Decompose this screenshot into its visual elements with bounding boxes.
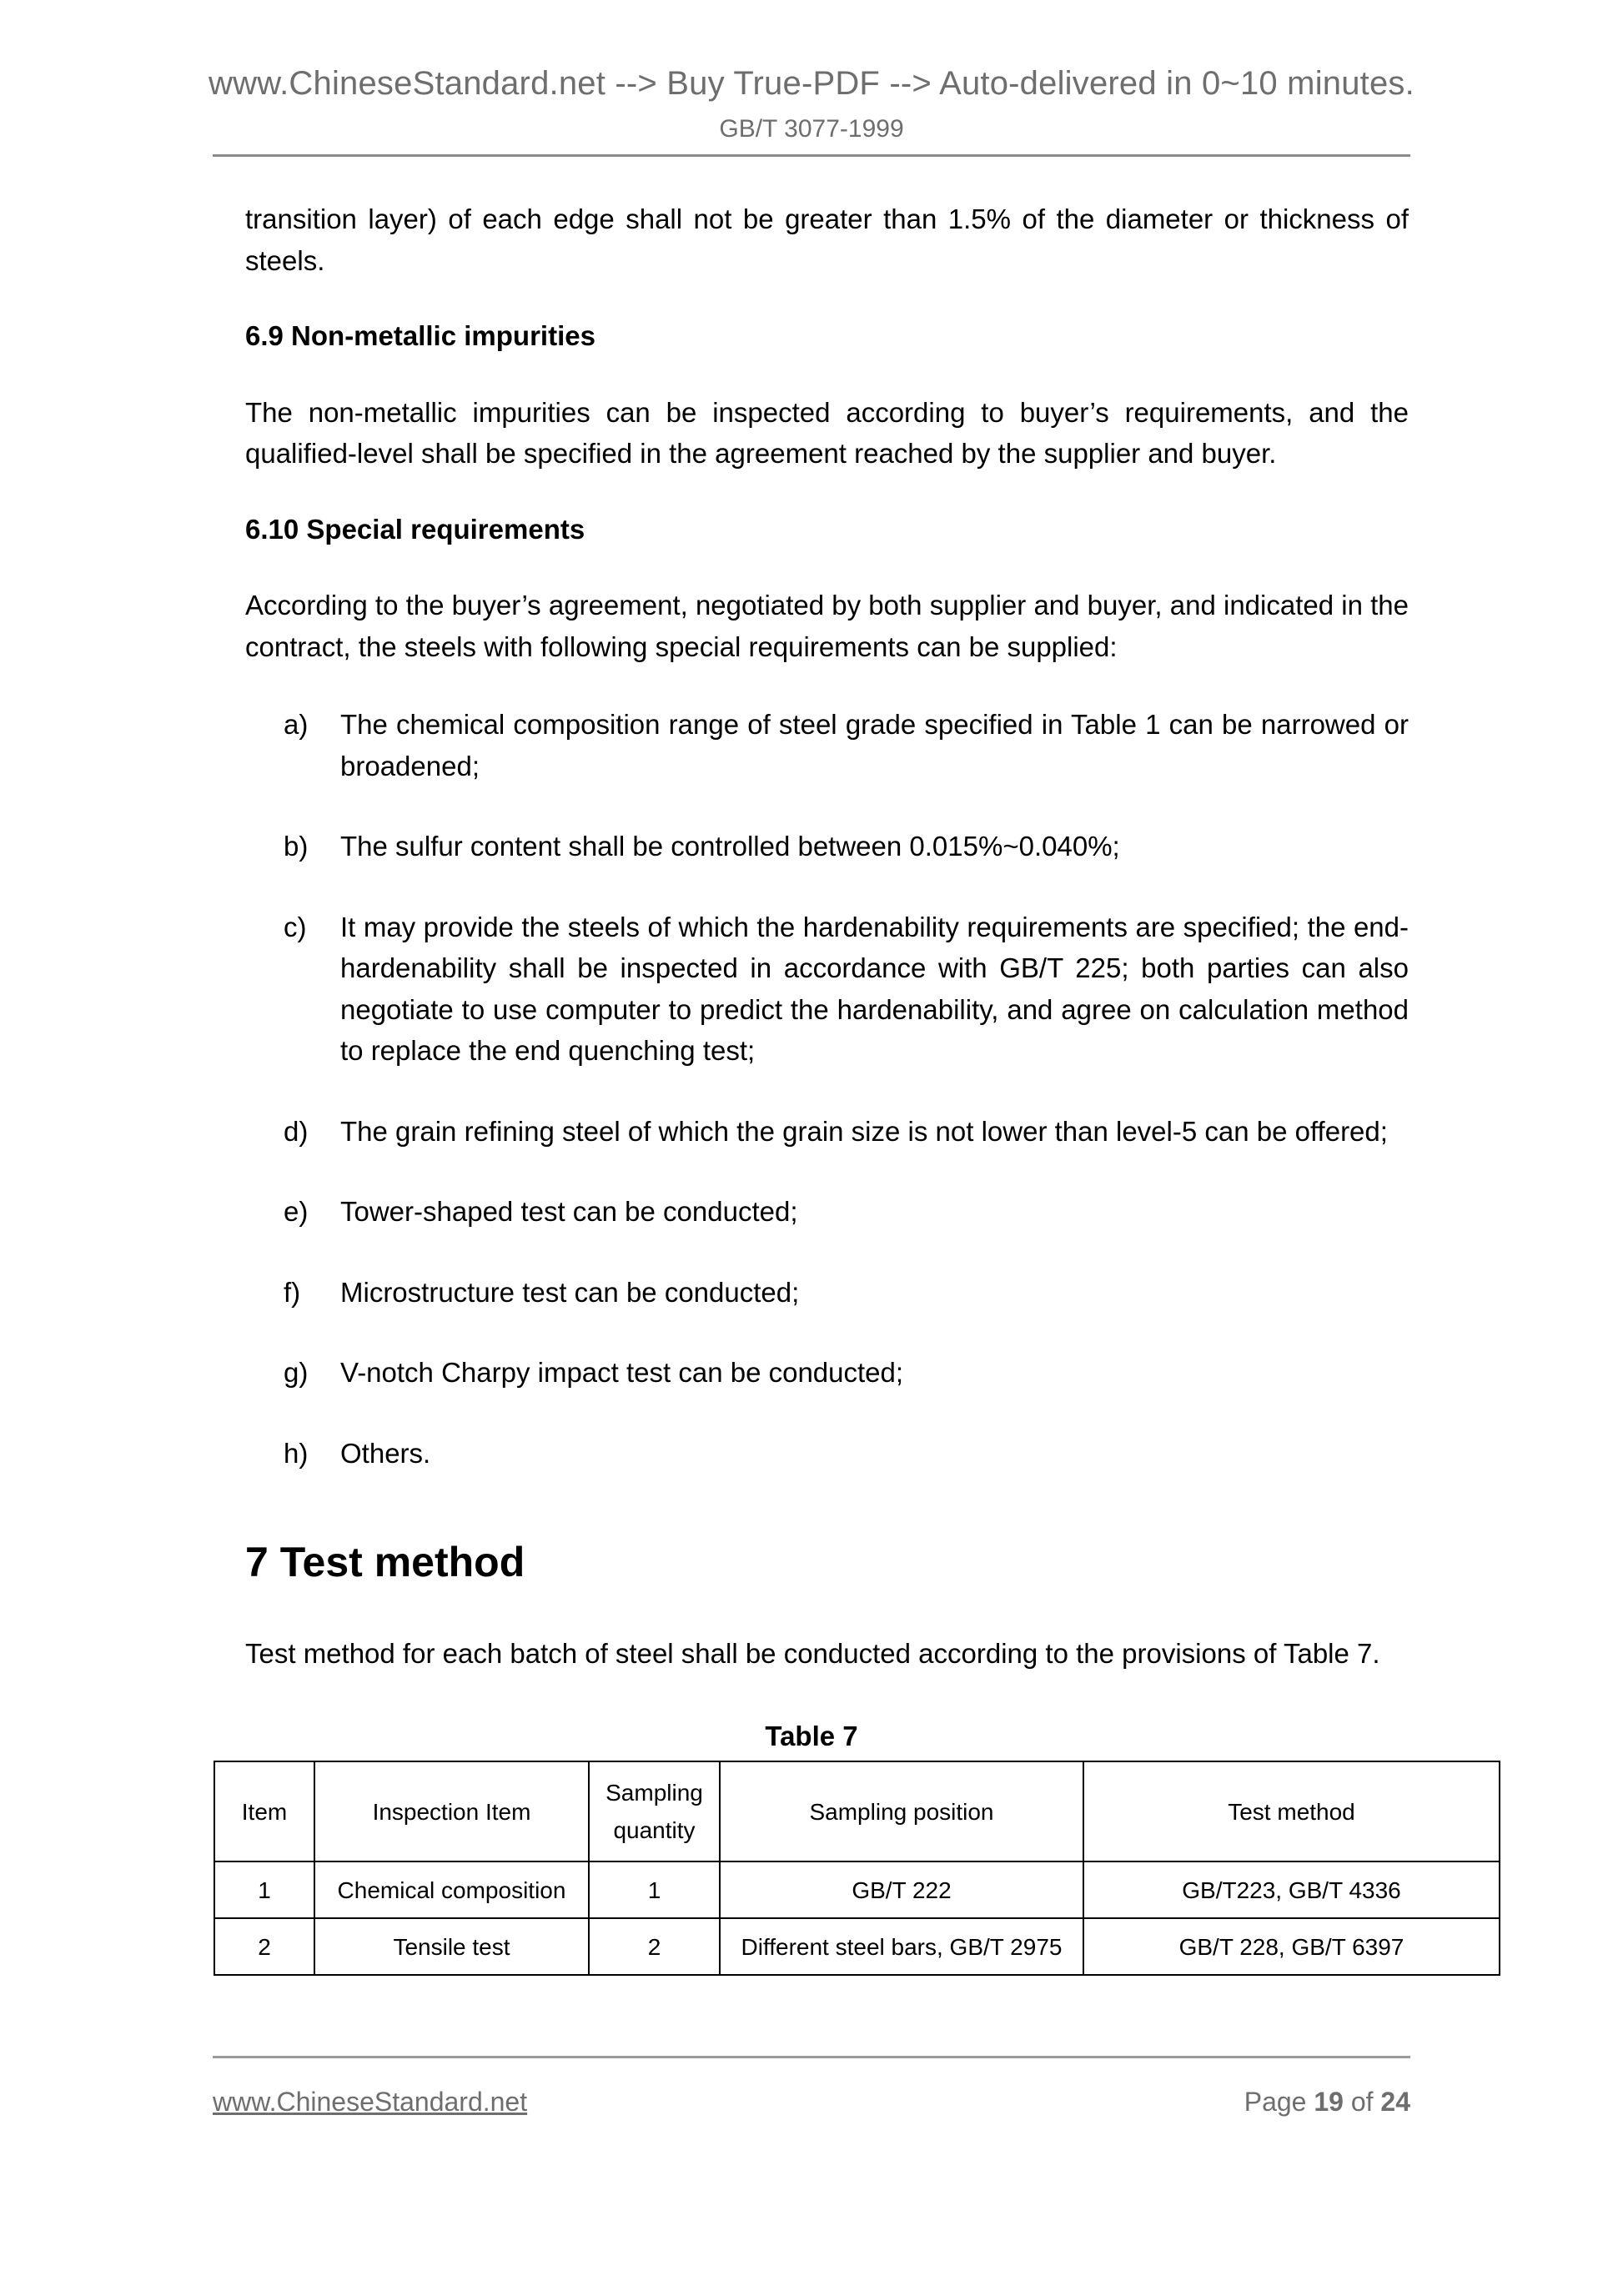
heading-6-10: 6.10 Special requirements <box>245 513 585 545</box>
list-item-marker: e) <box>284 1196 309 1228</box>
table-caption: Table 7 <box>765 1720 858 1751</box>
table-header <box>214 1761 1500 1861</box>
column-header-item: Item <box>214 1761 314 1861</box>
cell-inspection-item: Tensile test <box>314 1918 589 1975</box>
list-item-marker: b) <box>284 831 309 862</box>
cell-sampling-quantity: 1 <box>589 1861 720 1918</box>
column-header-sampling-position: Sampling position <box>720 1761 1083 1861</box>
list-item <box>245 1191 1409 1233</box>
cell-test-method: GB/T223, GB/T 4336 <box>1083 1861 1500 1918</box>
page-label-middle: of <box>1343 2087 1381 2118</box>
page-total: 24 <box>1380 2087 1410 2118</box>
list-item-marker: h) <box>284 1437 309 1469</box>
page-number <box>1244 2087 1410 2118</box>
paragraph-6-9: The non-metallic impurities can be inspected according to buyer’s requirements, and the qualified-level shall be specified in the agreement reached by the supplier and buyer. <box>245 396 1409 470</box>
footer-website-link[interactable]: www.ChineseStandard.net <box>213 2087 528 2118</box>
list-item-marker: d) <box>284 1115 309 1147</box>
table-row <box>214 1861 1500 1918</box>
table-7 <box>214 1761 1500 1976</box>
list-item <box>245 1352 1409 1394</box>
list-item-marker: g) <box>284 1357 309 1389</box>
cell-test-method: GB/T 228, GB/T 6397 <box>1083 1918 1500 1975</box>
heading-6-9: 6.9 Non-metallic impurities <box>245 320 595 351</box>
page-footer <box>213 2058 1410 2118</box>
table-header-row <box>214 1761 1500 1861</box>
promo-header: www.ChineseStandard.net --> Buy True-PDF --> Auto-delivered in 0~10 minutes. <box>209 65 1414 102</box>
list-item-text: Microstructure test can be conducted; <box>340 1276 800 1308</box>
page-current: 19 <box>1314 2087 1344 2118</box>
column-header-test-method: Test method <box>1083 1761 1500 1861</box>
cell-item: 1 <box>214 1861 314 1918</box>
cell-sampling-position: GB/T 222 <box>720 1861 1083 1918</box>
list-item-marker: a) <box>284 709 309 741</box>
standard-code: GB/T 3077-1999 <box>719 115 904 143</box>
sampling-quantity-line-2: quantity <box>613 1817 696 1844</box>
page-label-prefix: Page <box>1244 2087 1314 2118</box>
cell-sampling-position: Different steel bars, GB/T 2975 <box>720 1918 1083 1975</box>
table-7-wrapper <box>214 1761 1440 1976</box>
list-item <box>245 1272 1409 1314</box>
list-item-text: The sulfur content shall be controlled between 0.015%~0.040%; <box>340 831 1120 862</box>
list-item <box>245 907 1409 1072</box>
paragraph-continued: transition layer) of each edge shall not be greater than 1.5% of the diameter or thickness of steels. <box>245 203 1409 276</box>
list-item <box>245 1433 1409 1475</box>
sampling-quantity-line-1: Sampling <box>605 1779 703 1806</box>
list-item-text: It may provide the steels of which the hardenability requirements are specified; the end-hardenability shall be inspected in accordance with GB/T 225; both parties can also negotiate to use computer to predict the hardenability, and agree on calculation method to replace the end quenching test; <box>340 911 1409 1067</box>
list-item-text: The grain refining steel of which the grain size is not lower than level-5 can be offered; <box>340 1115 1388 1147</box>
document-content <box>245 157 1409 1675</box>
column-header-inspection-item: Inspection Item <box>314 1761 589 1861</box>
cell-item: 2 <box>214 1918 314 1975</box>
list-item-text: Others. <box>340 1437 431 1469</box>
list-item-text: The chemical composition range of steel grade specified in Table 1 can be narrowed or broadened; <box>340 709 1409 781</box>
paragraph-7: Test method for each batch of steel shall be conducted according to the provisions of Table 7. <box>245 1638 1380 1670</box>
list-item <box>245 1111 1409 1153</box>
list-item <box>245 826 1409 867</box>
list-item-marker: c) <box>284 911 307 942</box>
special-requirements-list <box>245 704 1409 1474</box>
heading-7-test-method: 7 Test method <box>245 1539 525 1586</box>
cell-inspection-item: Chemical composition <box>314 1861 589 1918</box>
paragraph-6-10: According to the buyer’s agreement, negotiated by both supplier and buyer, and indicated in the contract, the steels with following special requirements can be supplied: <box>245 590 1409 662</box>
list-item-text: V-notch Charpy impact test can be conducted; <box>340 1357 904 1389</box>
table-row <box>214 1918 1500 1975</box>
list-item-text: Tower-shaped test can be conducted; <box>340 1196 798 1228</box>
list-item <box>245 704 1409 786</box>
table-body <box>214 1861 1500 1975</box>
cell-sampling-quantity: 2 <box>589 1918 720 1975</box>
list-item-marker: f) <box>284 1276 301 1308</box>
column-header-sampling-quantity <box>589 1761 720 1861</box>
